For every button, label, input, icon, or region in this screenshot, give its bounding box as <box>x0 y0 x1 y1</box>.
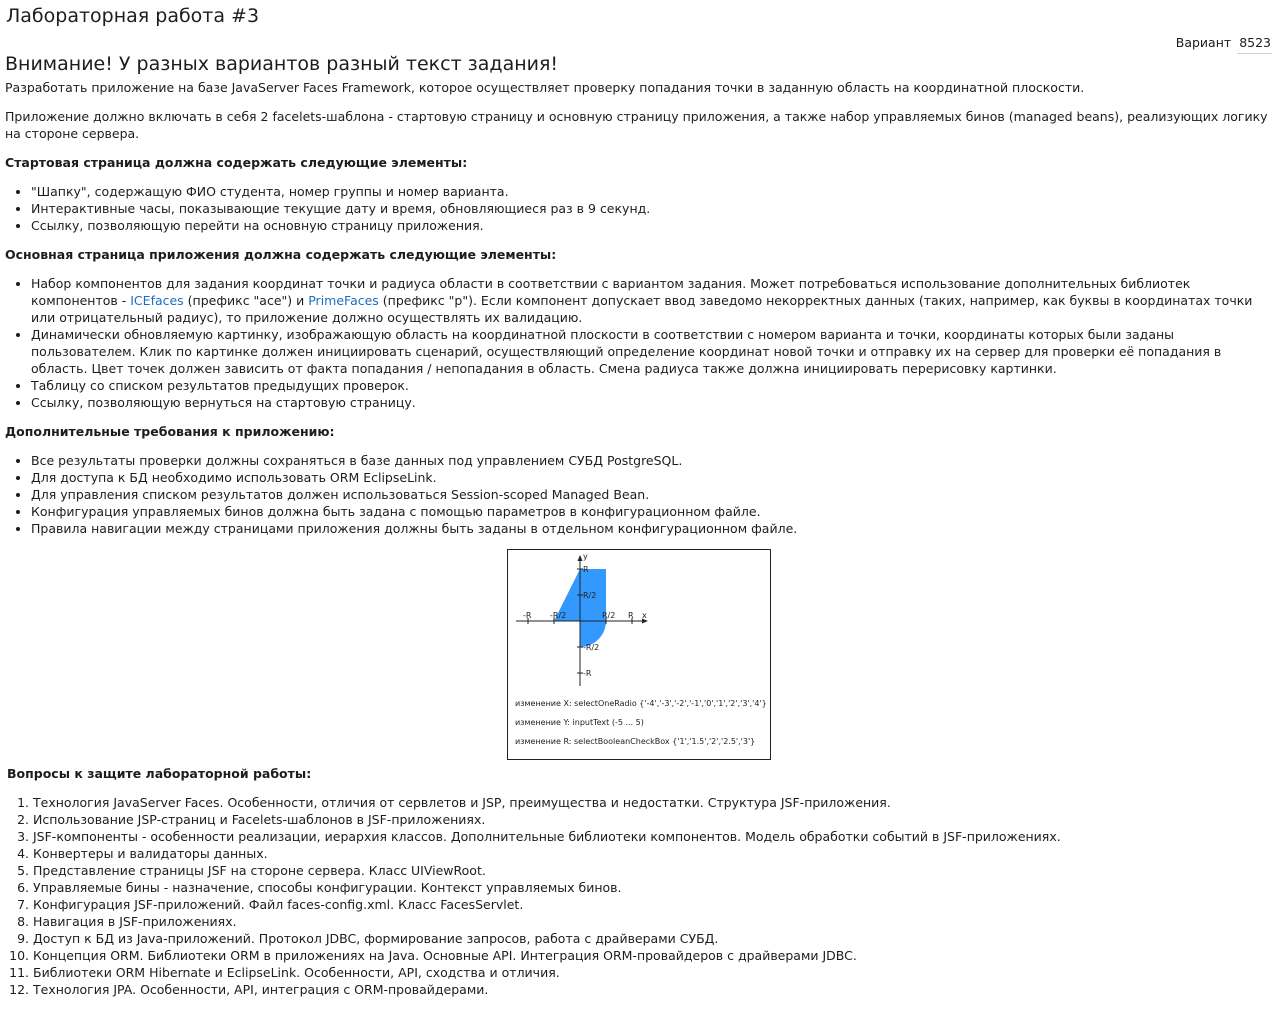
list-item: 6. Управляемые бины - назначение, способы конфигурации. Контекст управляемых бинов. <box>33 879 1275 896</box>
variant-number: 8523 <box>1237 34 1272 54</box>
caption-y: изменение Y: inputText (-5 ... 5) <box>515 718 644 727</box>
caption-x: изменение X: selectOneRadio {'-4','-3','-2','-1','0','1','2','3','4'} <box>515 699 767 708</box>
list-item: • Все результаты проверки должны сохраняться в базе данных под управлением СУБД PostgreSQL. <box>31 452 1275 469</box>
list-item: 11. Библиотеки ORM Hibernate и EclipseLink. Особенности, API, сходства и отличия. <box>33 964 1275 981</box>
tick-label-negR-left: -R <box>523 611 532 620</box>
list-item: • Таблицу со списком результатов предыдущих проверок. <box>31 377 1275 394</box>
intro-paragraph-1: Разработать приложение на базе JavaServer Faces Framework, которое осуществляет проверку попадания точки в заданную область на координатной плоскости. <box>5 80 1085 95</box>
tick-label-R2-right: R/2 <box>602 611 616 620</box>
list-item: 8. Навигация в JSF-приложениях. <box>33 913 1275 930</box>
start-page-heading: Стартовая страница должна содержать следующие элементы: <box>5 155 468 170</box>
tick-label-negR-bottom: -R <box>583 669 592 678</box>
list-item: 1. Технология JavaServer Faces. Особенности, отличия от сервлетов и JSP, преимущества и недостатки. Структура JSF-приложения. <box>33 794 1275 811</box>
variant-info <box>1176 34 1272 54</box>
tick-label-R2-top: R/2 <box>583 591 597 600</box>
list-item: • Правила навигации между страницами приложения должны быть заданы в отдельном конфигурационном файле. <box>31 520 1275 537</box>
tick-label-negR2-bottom: -R/2 <box>583 643 600 652</box>
list-item: 3. JSF-компоненты - особенности реализации, иерархия классов. Дополнительные библиотеки компонентов. Модель обработки событий в JSF-приложениях. <box>33 828 1275 845</box>
list-item: 9. Доступ к БД из Java-приложений. Протокол JDBC, формирование запросов, работа с драйверами СУБД. <box>33 930 1275 947</box>
list-item: • "Шапку", содержащую ФИО студента, номер группы и номер варианта. <box>31 183 1275 200</box>
list-item: • Интерактивные часы, показывающие текущие дату и время, обновляющиеся раз в 9 секунд. <box>31 200 1275 217</box>
list-item: • Для доступа к БД необходимо использовать ORM EclipseLink. <box>31 469 1275 486</box>
variant-label: Вариант <box>1175 35 1232 50</box>
main-page-heading: Основная страница приложения должна содержать следующие элементы: <box>5 247 557 262</box>
extra-requirements-list <box>5 452 1275 537</box>
list-item: 4. Конвертеры и валидаторы данных. <box>33 845 1275 862</box>
icefaces-link[interactable]: ICEfaces <box>130 293 184 308</box>
page-title: Лабораторная работа #3 <box>6 5 260 27</box>
list-item: 12. Технология JPA. Особенности, API, интеграция с ORM-провайдерами. <box>33 981 1275 998</box>
list-item: 5. Представление страницы JSF на стороне сервера. Класс UIViewRoot. <box>33 862 1275 879</box>
extra-requirements-heading: Дополнительные требования к приложению: <box>5 424 335 439</box>
tick-label-negR2-left: -R/2 <box>550 611 567 620</box>
tick-label-R-top: R <box>583 565 589 574</box>
list-item: • Ссылку, позволяющую вернуться на стартовую страницу. <box>31 394 1275 411</box>
item-text: (префикс "p"). Если компонент допускает ввод заведомо некорректных данных (таких, например, как буквы в координатах точки или отрицательный радиус), то приложение должно осуществлять их валидацию. <box>31 293 1253 325</box>
questions-heading: Вопросы к защите лабораторной работы: <box>7 766 312 781</box>
main-page-list <box>5 275 1275 411</box>
intro-paragraph-2: Приложение должно включать в себя 2 facelets-шаблона - стартовую страницу и основную страницу приложения, а также набор управляемых бинов (managed beans), реализующих логику на стороне сервера. <box>5 109 1268 141</box>
item-text: (префикс "ace") и <box>183 293 309 308</box>
list-item: • Для управления списком результатов должен использоваться Session-scoped Managed Bean. <box>31 486 1275 503</box>
caption-r: изменение R: selectBooleanCheckBox {'1','1.5','2','2.5','3'} <box>515 737 756 746</box>
y-axis-arrow <box>578 555 583 561</box>
primefaces-link[interactable]: PrimeFaces <box>308 293 379 308</box>
axis-label-x: x <box>642 611 647 620</box>
axis-label-y: y <box>583 552 588 561</box>
warning-heading: Внимание! У разных вариантов разный текст задания! <box>5 53 559 75</box>
area-figure <box>507 549 771 760</box>
item-text: Набор компонентов для задания координат точки и радиуса области в соответствии с вариантом задания. Может потребоваться использование дополнительных библиотек компонентов - <box>31 276 1191 308</box>
list-item <box>31 275 1275 326</box>
questions-list <box>5 794 1275 998</box>
area-diagram <box>508 550 770 759</box>
list-item: • Конфигурация управляемых бинов должна быть задана с помощью параметров в конфигурационном файле. <box>31 503 1275 520</box>
tick-label-R-right: R <box>628 611 634 620</box>
list-item: 7. Конфигурация JSF-приложений. Файл faces-config.xml. Класс FacesServlet. <box>33 896 1275 913</box>
start-page-list <box>5 183 1275 234</box>
list-item: • Динамически обновляемую картинку, изображающую область на координатной плоскости в соответствии с номером варианта и точки, координаты которых были заданы пользователем. Клик по картинке должен инициировать сценарий, осуществляющий определение координат новой точки и отправку их на сервер для проверки её попадания в область. Цвет точек должен зависить от факта попадания / непопадания в область. Смена радиуса также должна инициировать перерисовку картинки. <box>31 326 1275 377</box>
list-item: 10. Концепция ORM. Библиотеки ORM в приложениях на Java. Основные API. Интеграция ORM-провайдеров с драйверами JDBC. <box>33 947 1275 964</box>
list-item: • Ссылку, позволяющую перейти на основную страницу приложения. <box>31 217 1275 234</box>
content <box>5 52 1275 1010</box>
list-item: 2. Использование JSP-страниц и Facelets-шаблонов в JSF-приложениях. <box>33 811 1275 828</box>
